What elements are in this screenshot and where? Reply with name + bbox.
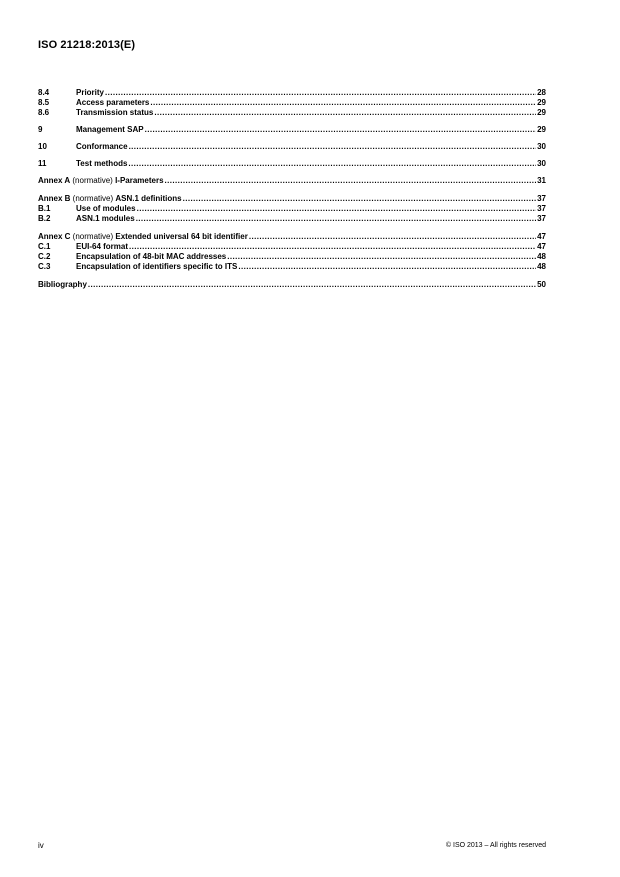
toc-number: B.1 <box>38 204 51 213</box>
toc-page: 37 <box>537 204 546 213</box>
annex-title: ASN.1 definitions <box>115 194 182 203</box>
annex-qualifier: (normative) <box>70 194 116 203</box>
toc-page: 48 <box>537 252 546 261</box>
toc-entry-b-2[interactable] <box>38 214 546 224</box>
annex-qualifier: (normative) <box>70 176 116 185</box>
toc-title: Management SAP <box>76 125 144 134</box>
toc-entry-bibliography[interactable] <box>38 280 546 290</box>
toc-entry-annex-c[interactable] <box>38 232 546 242</box>
toc-page: 47 <box>537 242 546 251</box>
dot-leader <box>136 214 536 224</box>
toc-title: Test methods <box>76 159 128 168</box>
toc-title <box>38 232 248 242</box>
annex-title: Extended universal 64 bit identifier <box>115 232 248 241</box>
toc-entry-annex-b[interactable] <box>38 194 546 204</box>
toc-entry-c-2[interactable] <box>38 252 546 262</box>
toc-number: C.3 <box>38 262 51 271</box>
toc-entry-10[interactable] <box>38 142 546 152</box>
table-of-contents <box>38 88 546 290</box>
toc-page: 28 <box>537 88 546 97</box>
toc-entry-c-1[interactable] <box>38 242 546 252</box>
toc-entry-8-4[interactable] <box>38 88 546 98</box>
annex-title: I-Parameters <box>115 176 164 185</box>
toc-entry-c-3[interactable] <box>38 262 546 272</box>
toc-page: 47 <box>537 232 546 241</box>
toc-page: 30 <box>537 142 546 151</box>
annex-qualifier: (normative) <box>70 232 116 241</box>
toc-title: Encapsulation of identifiers specific to ITS <box>76 262 238 271</box>
dot-leader <box>129 242 536 252</box>
toc-number: 10 <box>38 142 47 151</box>
dot-leader <box>150 98 536 108</box>
annex-label: Annex A <box>38 176 71 185</box>
page-number: iv <box>38 841 44 850</box>
toc-entry-b-1[interactable] <box>38 204 546 214</box>
annex-label: Annex C <box>38 232 71 241</box>
dot-leader <box>145 125 537 135</box>
document-header: ISO 21218:2013(E) <box>38 39 136 51</box>
dot-leader <box>88 280 536 290</box>
toc-page: 29 <box>537 125 546 134</box>
toc-entry-8-5[interactable] <box>38 98 546 108</box>
toc-number: 9 <box>38 125 43 134</box>
dot-leader <box>249 232 536 242</box>
toc-title: Priority <box>76 88 105 97</box>
dot-leader <box>238 262 536 272</box>
dot-leader <box>227 252 536 262</box>
toc-title: EUI-64 format <box>76 242 129 251</box>
toc-entry-annex-a[interactable] <box>38 176 546 186</box>
toc-title: Transmission status <box>76 108 154 117</box>
toc-title <box>38 194 182 204</box>
toc-number: 8.5 <box>38 98 50 107</box>
toc-title: Access parameters <box>76 98 150 107</box>
toc-page: 48 <box>537 262 546 271</box>
toc-number: 8.4 <box>38 88 50 97</box>
annex-label: Annex B <box>38 194 71 203</box>
toc-page: 30 <box>537 159 546 168</box>
toc-number: 8.6 <box>38 108 50 117</box>
toc-entry-8-6[interactable] <box>38 108 546 118</box>
dot-leader <box>137 204 537 214</box>
toc-page: 50 <box>537 280 546 289</box>
toc-number: 11 <box>38 159 47 168</box>
toc-entry-9[interactable] <box>38 125 546 135</box>
toc-title <box>38 176 164 186</box>
dot-leader <box>105 88 536 98</box>
toc-entry-11[interactable] <box>38 159 546 169</box>
toc-title: Bibliography <box>38 280 87 289</box>
toc-title: Conformance <box>76 142 128 151</box>
toc-page: 31 <box>537 176 546 185</box>
toc-page: 37 <box>537 214 546 223</box>
toc-page: 29 <box>537 108 546 117</box>
toc-title: ASN.1 modules <box>76 214 135 223</box>
toc-page: 37 <box>537 194 546 203</box>
dot-leader <box>154 108 536 118</box>
toc-title: Use of modules <box>76 204 136 213</box>
toc-title: Encapsulation of 48-bit MAC addresses <box>76 252 227 261</box>
toc-number: B.2 <box>38 214 51 223</box>
toc-page: 29 <box>537 98 546 107</box>
dot-leader <box>183 194 537 204</box>
dot-leader <box>165 176 537 186</box>
copyright-notice: © ISO 2013 – All rights reserved <box>445 842 546 849</box>
toc-number: C.1 <box>38 242 51 251</box>
toc-number: C.2 <box>38 252 51 261</box>
dot-leader <box>129 142 537 152</box>
dot-leader <box>128 159 536 169</box>
